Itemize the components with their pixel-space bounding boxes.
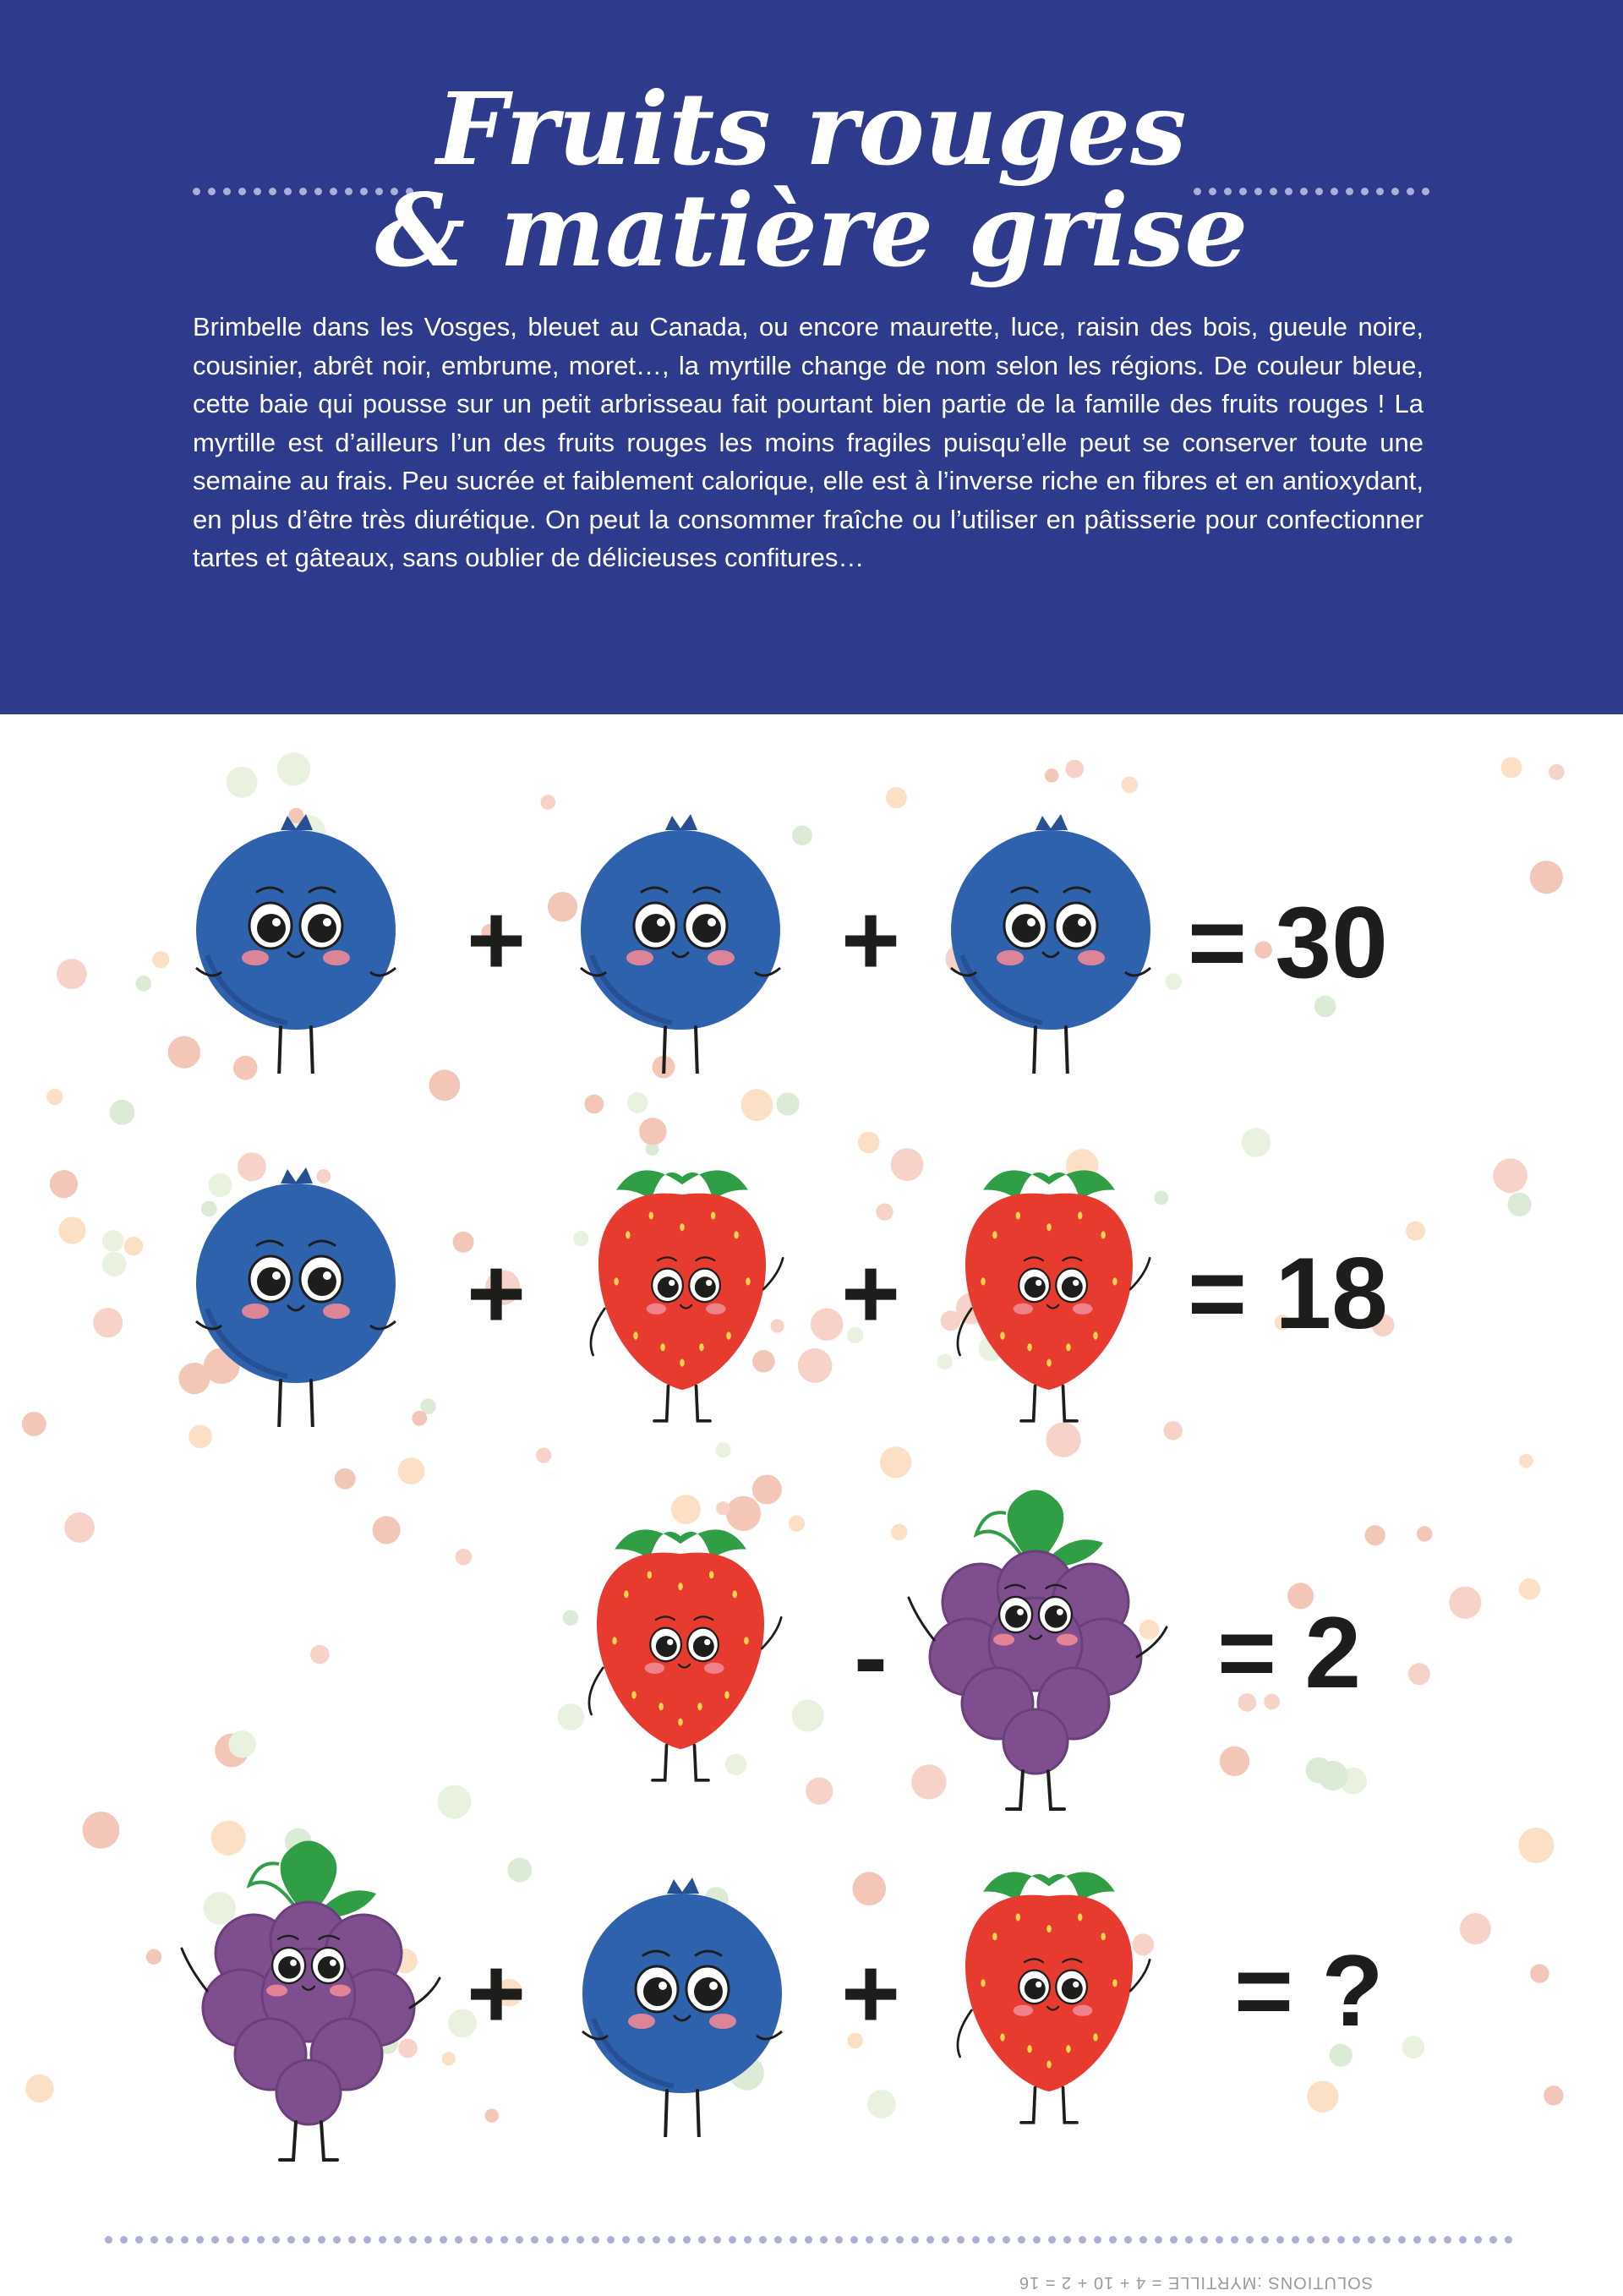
intro-paragraph: Brimbelle dans les Vosges, bleuet au Canada, ou encore maurette, luce, raisin des bois, gueule noire, cousinier, abrêt noir, embrume, moret…, la myrtille change de nom selon les régions. De couleur bleue, cette baie qui pousse sur un petit arbrisseau fait pourtant bien partie de la famille des fruits rouges ! La myrtille est d’ailleurs l’un des fruits rouges les moins fragiles puisqu’elle peut se conserver toute une semaine au frais. Peu sucrée et faiblement calorique, elle est à l’inverse riche en fibres et en antioxydant, en plus d’être très diurétique. On peut la consommer fraîche ou l’utiliser en pâtisserie pour confectionner tartes et gâteaux, sans oublier de délicieuses confitures… xyxy=(193,312,1424,572)
strawberry-icon xyxy=(568,1150,796,1429)
blueberry-icon xyxy=(190,812,402,1074)
plus-sign: + xyxy=(466,1237,527,1350)
result-row-1: = 30 xyxy=(1188,886,1388,999)
result-row-4: = ? xyxy=(1234,1934,1384,2047)
strawberry-icon xyxy=(566,1509,795,1788)
strawberry-icon xyxy=(935,1150,1163,1429)
minus-sign: - xyxy=(854,1600,888,1714)
blueberry-icon xyxy=(577,1875,788,2137)
plus-sign: + xyxy=(466,1937,527,2050)
strawberry-icon xyxy=(935,1851,1163,2130)
blueberry-icon xyxy=(945,812,1156,1074)
plus-sign: + xyxy=(840,883,901,997)
header-banner xyxy=(0,0,1623,714)
result-row-2: = 18 xyxy=(1188,1237,1388,1350)
plus-sign: + xyxy=(840,1237,901,1350)
title-line-1: Fruits rouges xyxy=(436,70,1187,188)
plus-sign: + xyxy=(840,1937,901,2050)
grape-icon xyxy=(892,1475,1179,1813)
result-row-3: = 2 xyxy=(1217,1596,1362,1709)
title-line-2: & matière grise xyxy=(374,172,1249,289)
plus-sign: + xyxy=(466,883,527,997)
grape-icon xyxy=(165,1826,452,2164)
blueberry-icon xyxy=(190,1165,402,1427)
solution-text: SOLUTIONS :MYRTILLE = 4 + 10 + 2 = 16 xyxy=(1019,2273,1374,2292)
footer-dots xyxy=(105,2233,1525,2241)
blueberry-icon xyxy=(575,812,786,1074)
